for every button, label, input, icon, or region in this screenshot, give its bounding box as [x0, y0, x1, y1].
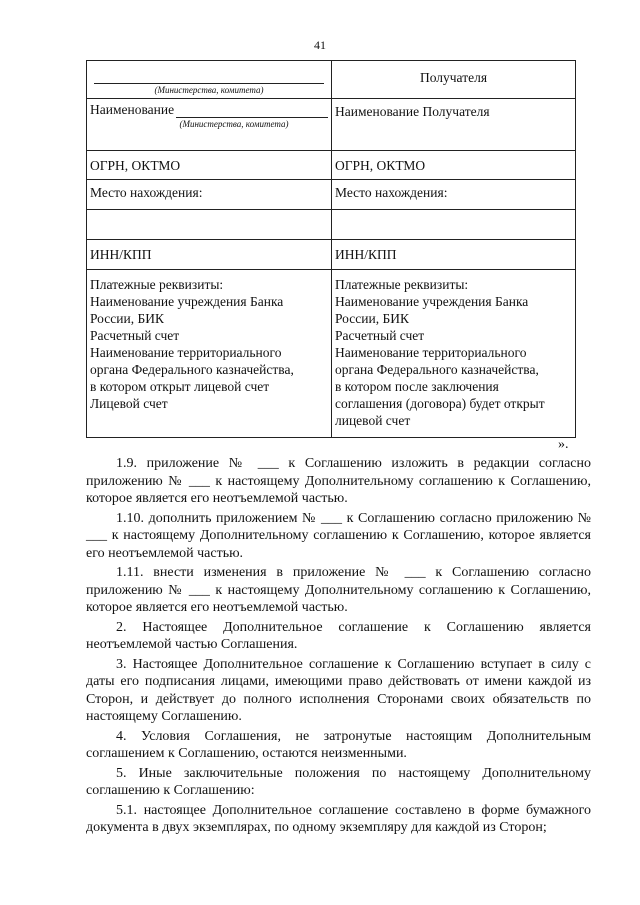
recipient-inn-cell: [332, 240, 576, 270]
ministry-payment-cell: [87, 270, 332, 438]
body-text: [86, 455, 591, 839]
payment-line: Наименование территориального: [335, 345, 527, 360]
ministry-cell: [87, 61, 332, 99]
ministry-location-cell: [87, 180, 332, 210]
payment-line: органа Федерального казначейства,: [335, 362, 539, 377]
table-row: [87, 99, 576, 151]
payment-line: Наименование учреждения Банка: [90, 294, 284, 309]
payment-line: России, БИК: [335, 311, 409, 326]
payment-line: Лицевой счет: [90, 396, 168, 411]
ministry-name-caption: (Министерства, комитета): [179, 119, 289, 129]
paragraph-1-10: 1.10. дополнить приложением № ___ к Соглашению согласно приложению № ___ к настоящему Дополнительному соглашению к Соглашению, которое является его неотъемлемой частью.: [86, 510, 591, 561]
ministry-inn-cell: [87, 240, 332, 270]
ministry-name-cell: [87, 99, 332, 151]
payment-line: России, БИК: [90, 311, 164, 326]
recipient-payment-cell: [332, 270, 576, 438]
ministry-payment-details: [90, 270, 328, 412]
paragraph-5-1: 5.1. настоящее Дополнительное соглашение составлено в форме бумажного документа в двух экземплярах, по одному экземпляру для каждой из Сторон;: [86, 802, 591, 835]
ministry-caption: (Министерства, комитета): [154, 85, 264, 95]
paragraph-5: 5. Иные заключительные положения по настоящему Дополнительному соглашению к Соглашению:: [86, 765, 591, 798]
recipient-inn: ИНН/КПП: [335, 247, 397, 262]
ministry-ogrn-cell: [87, 151, 332, 180]
payment-line: Наименование территориального: [90, 345, 282, 360]
payment-line: в котором после заключения: [335, 379, 499, 394]
ministry-name-blank-line: [176, 102, 328, 118]
table-row: [87, 210, 576, 240]
table-row: [87, 270, 576, 438]
ministry-name-label: Наименование: [90, 102, 175, 117]
empty-cell: [332, 210, 576, 240]
table-row: [87, 240, 576, 270]
ministry-ogrn: ОГРН, ОКТМО: [90, 158, 181, 173]
payment-line: органа Федерального казначейства,: [90, 362, 294, 377]
payment-line: Расчетный счет: [90, 328, 180, 343]
paragraph-1-11: 1.11. внести изменения в приложение № ___ к Соглашению согласно приложению № ___ к настоящему Дополнительному соглашению к Соглашению, которое является его неотъемлемой частью.: [86, 565, 591, 615]
page-number: 41: [314, 38, 326, 52]
recipient-ogrn-cell: [332, 151, 576, 180]
payment-line: лицевой счет: [335, 413, 411, 428]
ministry-name-row: [90, 99, 328, 118]
table-row: [87, 61, 576, 99]
payment-line: в котором открыт лицевой счет: [90, 379, 270, 394]
payment-line: Платежные реквизиты:: [335, 277, 469, 292]
table-row: [87, 151, 576, 180]
ministry-location: Место нахождения:: [90, 185, 203, 200]
closing-quote: ».: [558, 437, 569, 452]
payment-line: Платежные реквизиты:: [90, 277, 224, 292]
recipient-title-cell: [332, 61, 576, 99]
ministry-inn: ИНН/КПП: [90, 247, 152, 262]
payment-line: Наименование учреждения Банка: [335, 294, 529, 309]
payment-line: Расчетный счет: [335, 328, 425, 343]
paragraph-4: 4. Условия Соглашения, не затронутые настоящим Дополнительным соглашением к Соглашению, остаются неизменными.: [86, 728, 591, 761]
requisites-table: [86, 60, 576, 438]
recipient-name-cell: [332, 99, 576, 151]
table-row: [87, 180, 576, 210]
empty-cell: [87, 210, 332, 240]
paragraph-3: 3. Настоящее Дополнительное соглашение к Соглашению вступает в силу с даты его подписания лицами, имеющими право действовать от имени каждой из Сторон, и действует до полного исполнения Сторонами своих обязательств по настоящему Соглашению.: [86, 656, 591, 724]
recipient-location-cell: [332, 180, 576, 210]
recipient-location: Место нахождения:: [335, 185, 448, 200]
recipient-ogrn: ОГРН, ОКТМО: [335, 158, 426, 173]
recipient-title: Получателя: [419, 70, 488, 85]
ministry-blank-line: [94, 69, 324, 84]
payment-line: соглашения (договора) будет открыт: [335, 396, 545, 411]
recipient-name: Наименование Получателя: [335, 104, 490, 119]
paragraph-2: 2. Настоящее Дополнительное соглашение к Соглашению является неотъемлемой частью Соглашения.: [86, 619, 591, 652]
recipient-payment-details: [335, 270, 572, 429]
paragraph-1-9: 1.9. приложение № ___ к Соглашению изложить в редакции согласно приложению № ___ к настоящему Дополнительному соглашению к Соглашению, которое является его неотъемлемой частью.: [86, 456, 591, 506]
